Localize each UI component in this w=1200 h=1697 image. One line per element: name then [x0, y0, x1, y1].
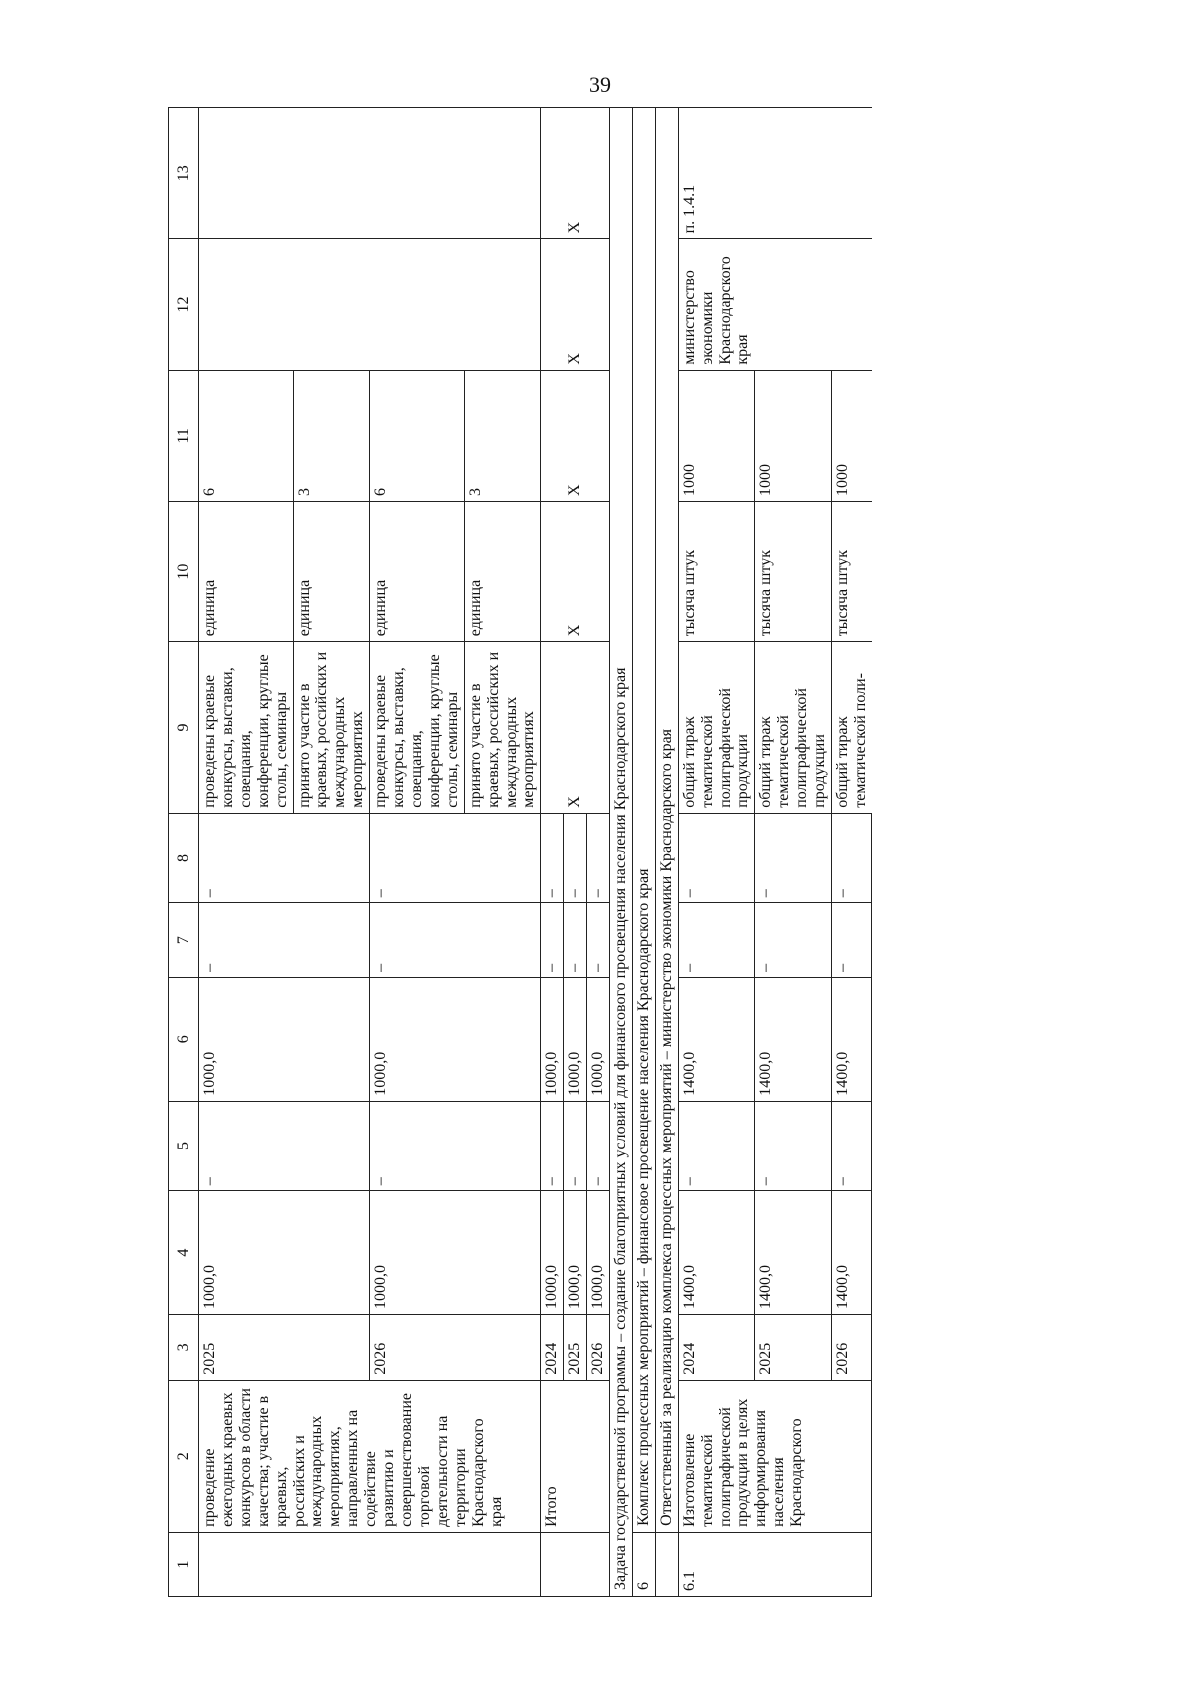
dash-cell: – [755, 903, 832, 978]
ref-cell: п. 1.4.1 [678, 108, 872, 239]
table-row [199, 108, 294, 1597]
amount-cell: 1000,0 [370, 977, 541, 1101]
dash-cell: – [832, 1101, 872, 1191]
year-cell: 2025 [199, 1315, 370, 1381]
executor-cell: министерство экономики Краснодарского края [678, 239, 872, 370]
num-cell [199, 1532, 541, 1596]
value-cell: 1000 [678, 370, 755, 501]
complex-text: Комплекс процессных мероприятий – финансовое просвещение населения Краснодарского края [632, 108, 655, 1533]
dash-cell: – [370, 1101, 541, 1191]
dash-cell: – [832, 813, 872, 903]
header-cell: 4 [169, 1191, 199, 1315]
year-cell: 2026 [587, 1315, 610, 1381]
amount-cell: 1400,0 [678, 977, 755, 1101]
amount-cell: 1000,0 [199, 977, 370, 1101]
dash-cell: – [832, 903, 872, 978]
x-cell: X [541, 501, 610, 641]
dash-cell: – [678, 813, 755, 903]
value-cell: 3 [293, 370, 370, 501]
responsible-text: Ответственный за реализацию комплекса процессных мероприятий – министерство экономики Краснодарского края [655, 108, 678, 1533]
dash-cell: – [564, 813, 587, 903]
result-cell: проведены краевые конкурсы, выставки, совещания, конференции, круглые столы, семинары [370, 642, 465, 814]
amount-cell: 1400,0 [755, 977, 832, 1101]
result-cell: проведены краевые конкурсы, выставки, совещания, конференции, круглые столы, семинары [199, 642, 294, 814]
x-cell: X [541, 642, 610, 814]
dash-cell: – [678, 1101, 755, 1191]
value-cell: 3 [464, 370, 541, 501]
result-cell: общий тираж тематической полиграфической продукции [678, 642, 755, 814]
value-cell: 6 [370, 370, 465, 501]
year-cell: 2024 [678, 1315, 755, 1381]
events-table [168, 107, 872, 1597]
amount-cell: 1400,0 [832, 1191, 872, 1315]
amount-cell: 1000,0 [564, 1191, 587, 1315]
executor-cell [199, 239, 541, 370]
x-cell: X [541, 370, 610, 501]
amount-cell: 1400,0 [755, 1191, 832, 1315]
value-cell: 1000 [832, 370, 872, 501]
unit-cell: тысяча штук [832, 501, 872, 641]
total-label: Итого [541, 1380, 610, 1532]
header-cell: 8 [169, 813, 199, 903]
header-row [169, 108, 199, 1597]
dash-cell: – [755, 1101, 832, 1191]
year-cell: 2024 [541, 1315, 564, 1381]
dash-cell: – [678, 903, 755, 978]
header-cell: 9 [169, 642, 199, 814]
ref-cell [199, 108, 541, 239]
x-cell: X [541, 108, 610, 239]
header-cell: 12 [169, 239, 199, 370]
task-row [610, 108, 633, 1597]
dash-cell: – [587, 813, 610, 903]
header-cell: 10 [169, 501, 199, 641]
complex-row [632, 108, 655, 1597]
num-cell: 6.1 [678, 1532, 872, 1596]
header-cell: 11 [169, 370, 199, 501]
header-cell: 2 [169, 1380, 199, 1532]
amount-cell: 1000,0 [541, 1191, 564, 1315]
result-cell: принято участие в краевых, российских и международных мероприятиях [464, 642, 541, 814]
responsible-row [655, 108, 678, 1597]
rotated-table-wrapper [168, 107, 890, 1597]
dash-cell: – [199, 1101, 370, 1191]
year-cell: 2026 [832, 1315, 872, 1381]
amount-cell: 1000,0 [370, 1191, 541, 1315]
dash-cell: – [541, 903, 564, 978]
dash-cell: – [564, 1101, 587, 1191]
amount-cell: 1000,0 [587, 977, 610, 1101]
result-cell: общий тираж тематической полиграфической продукции [755, 642, 832, 814]
unit-cell: единица [293, 501, 370, 641]
dash-cell: – [199, 813, 370, 903]
header-cell: 13 [169, 108, 199, 239]
event-name-cell: проведение ежегодных краевых конкурсов в области качества; участие в краевых, российских и международных мероприятиях, направленных на содействие развитию и совершенствование торговой деятельности на территории Краснодарского края [199, 1380, 541, 1532]
x-cell: X [541, 239, 610, 370]
unit-cell: единица [464, 501, 541, 641]
dash-cell: – [541, 813, 564, 903]
amount-cell: 1400,0 [832, 977, 872, 1101]
empty-cell [655, 1532, 678, 1596]
year-cell: 2026 [370, 1315, 541, 1381]
value-cell: 1000 [755, 370, 832, 501]
unit-cell: тысяча штук [678, 501, 755, 641]
dash-cell: – [370, 813, 541, 903]
page-number: 39 [589, 72, 611, 97]
value-cell: 6 [199, 370, 294, 501]
dash-cell: – [755, 813, 832, 903]
dash-cell: – [587, 1101, 610, 1191]
dash-cell: – [370, 903, 541, 978]
unit-cell: тысяча штук [755, 501, 832, 641]
dash-cell: – [199, 903, 370, 978]
unit-cell: единица [199, 501, 294, 641]
header-cell: 7 [169, 903, 199, 978]
year-cell: 2025 [755, 1315, 832, 1381]
total-row [541, 108, 564, 1597]
dash-cell: – [587, 903, 610, 978]
header-cell: 6 [169, 977, 199, 1101]
table-row [678, 108, 755, 1597]
dash-cell: – [541, 1101, 564, 1191]
amount-cell: 1000,0 [541, 977, 564, 1101]
header-cell: 5 [169, 1101, 199, 1191]
num-cell [541, 1532, 610, 1596]
dash-cell: – [564, 903, 587, 978]
header-cell: 3 [169, 1315, 199, 1381]
event-name-cell: Изготовление тематической полиграфической продукции в целях информирования населения Краснодарского [678, 1380, 872, 1532]
complex-number: 6 [632, 1532, 655, 1596]
unit-cell: единица [370, 501, 465, 641]
task-text: Задача государственной программы – создание благоприятных условий для финансового просвещения населения Краснодарского края [610, 108, 633, 1597]
amount-cell: 1000,0 [199, 1191, 370, 1315]
year-cell: 2025 [564, 1315, 587, 1381]
amount-cell: 1000,0 [587, 1191, 610, 1315]
result-cell: общий тираж тематической поли- [832, 642, 872, 814]
amount-cell: 1000,0 [564, 977, 587, 1101]
header-cell: 1 [169, 1532, 199, 1596]
result-cell: принято участие в краевых, российских и международных мероприятиях [293, 642, 370, 814]
amount-cell: 1400,0 [678, 1191, 755, 1315]
